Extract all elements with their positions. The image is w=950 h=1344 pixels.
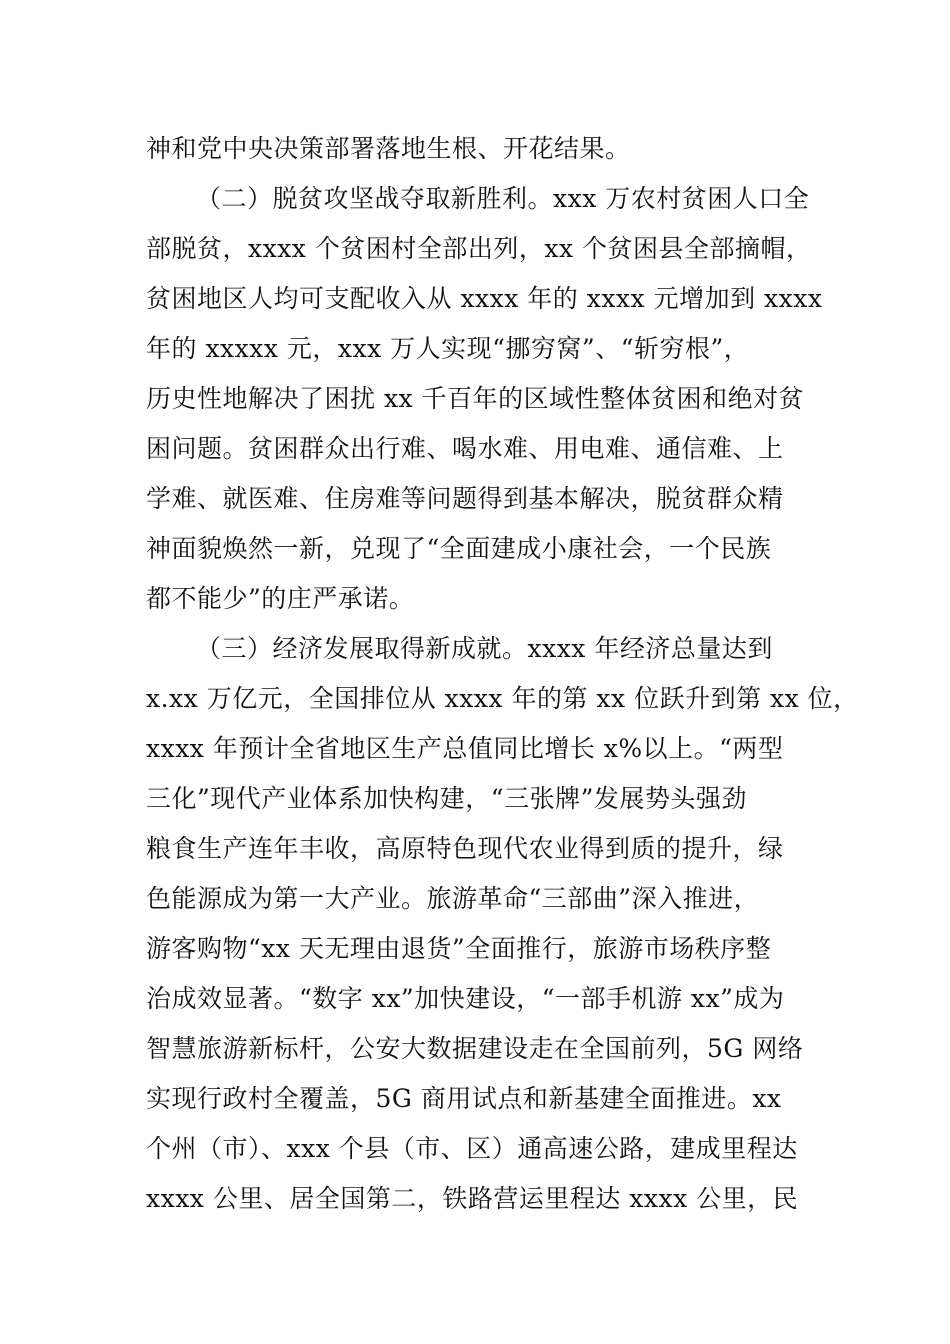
text-line: 游客购物“xx 天无理由退货”全面推行，旅游市场秩序整 — [146, 934, 772, 963]
text-line: 个州（市）、xxx 个县（市、区）通高速公路，建成里程达 — [146, 1134, 798, 1163]
text-line: 三化”现代产业体系加快构建，“三张牌”发展势头强劲 — [146, 784, 747, 813]
text-line: 历史性地解决了困扰 xx 千百年的区域性整体贫困和绝对贫 — [146, 384, 805, 413]
text-line: x.xx 万亿元，全国排位从 xxxx 年的第 xx 位跃升到第 xx 位， — [146, 684, 859, 713]
text-line: 困问题。贫困群众出行难、喝水难、用电难、通信难、上 — [146, 434, 784, 463]
text-line: 粮食生产连年丰收，高原特色现代农业得到质的提升，绿 — [146, 834, 784, 863]
text-line: 治成效显著。“数字 xx”加快建设，“一部手机游 xx”成为 — [146, 984, 785, 1013]
text-line: 学难、就医难、住房难等问题得到基本解决，脱贫群众精 — [146, 484, 784, 513]
text-line: 智慧旅游新标杆，公安大数据建设走在全国前列，5G 网络 — [146, 1034, 804, 1063]
text-line: 色能源成为第一大产业。旅游革命“三部曲”深入推进， — [146, 884, 760, 913]
text-line: 神和党中央决策部署落地生根、开花结果。 — [146, 134, 631, 163]
text-line: 实现行政村全覆盖，5G 商用试点和新基建全面推进。xx — [146, 1084, 782, 1113]
text-line: 贫困地区人均可支配收入从 xxxx 年的 xxxx 元增加到 xxxx — [146, 284, 823, 313]
text-line: 都不能少”的庄严承诺。 — [146, 584, 415, 613]
text-line: 部脱贫，xxxx 个贫困村全部出列，xx 个贫困县全部摘帽， — [146, 234, 812, 263]
text-line: xxxx 年预计全省地区生产总值同比增长 x%以上。“两型 — [146, 734, 784, 763]
text-line: xxxx 公里、居全国第二，铁路营运里程达 xxxx 公里，民 — [146, 1184, 799, 1213]
text-line: 年的 xxxxx 元，xxx 万人实现“挪穷窝”、“斩穷根”， — [146, 334, 750, 363]
section-2-heading-line: （二）脱贫攻坚战夺取新胜利。xxx 万农村贫困人口全 — [196, 184, 810, 213]
text-line: 神面貌焕然一新，兑现了“全面建成小康社会，一个民族 — [146, 534, 772, 563]
section-3-heading-line: （三）经济发展取得新成就。xxxx 年经济总量达到 — [196, 634, 773, 663]
